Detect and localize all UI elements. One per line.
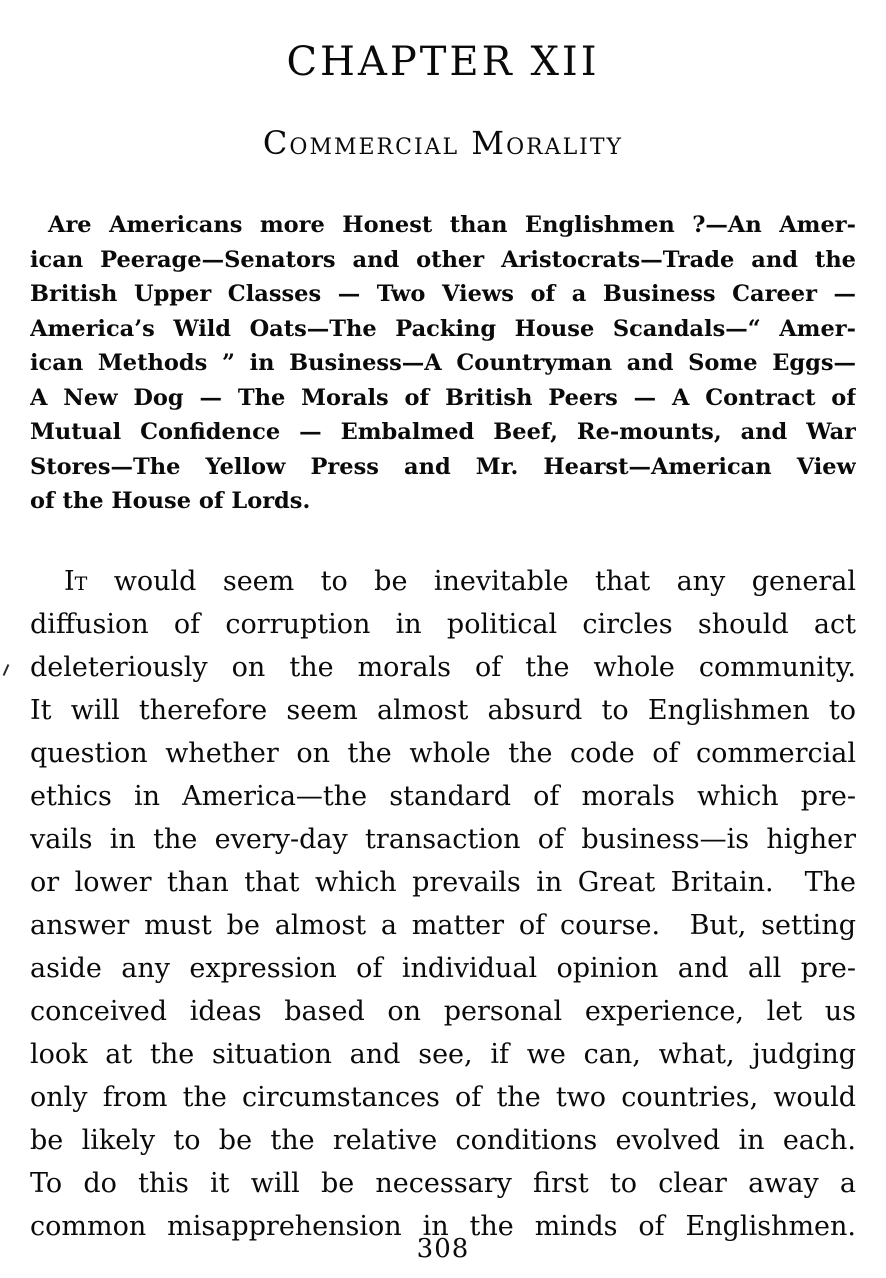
body-line: look at the situation and see, if we can, what, judging — [30, 1038, 856, 1070]
summary-line: America’s Wild Oats—The Packing House Scandals—“ Amer- — [30, 315, 856, 342]
chapter-summary — [30, 208, 856, 519]
body-line: vails in the every-day transaction of business—is higher — [30, 823, 856, 855]
body-line: only from the circumstances of the two countries, would — [30, 1081, 856, 1113]
body-line: conceived ideas based on personal experience, let us — [30, 995, 856, 1027]
summary-line: Stores—The Yellow Press and Mr. Hearst—American View — [30, 453, 856, 480]
lead-word: It — [64, 565, 88, 597]
body-line: diffusion of corruption in political circles should act — [30, 608, 856, 640]
body-line: ethics in America—the standard of morals which pre- — [30, 780, 856, 812]
body-line: It will therefore seem almost absurd to Englishmen to — [30, 694, 856, 726]
page-number: 308 — [416, 1234, 470, 1264]
body-line-text: would seem to be inevitable that any general — [87, 565, 856, 597]
body-line: be likely to be the relative conditions evolved in each. — [30, 1124, 856, 1156]
ink-smudge-mark — [3, 662, 12, 678]
body-line — [30, 560, 856, 603]
body-line: common misapprehension in the minds of Englishmen. — [30, 1210, 856, 1242]
body-line: answer must be almost a matter of course. But, setting — [30, 909, 856, 941]
summary-line: British Upper Classes — Two Views of a Business Career — — [30, 281, 856, 307]
body-paragraph — [30, 560, 856, 1248]
summary-line: Are Americans more Honest than Englishmen ?—An Amer- — [48, 212, 856, 238]
summary-line: of the House of Lords. — [30, 488, 311, 514]
summary-line: ican Peerage—Senators and other Aristocrats—Trade and the — [30, 246, 856, 273]
body-line: or lower than that which prevails in Great Britain. The — [30, 866, 856, 898]
summary-line: A New Dog — The Morals of British Peers — A Contract of — [30, 384, 856, 411]
body-line: deleteriously on the morals of the whole community. — [30, 651, 856, 683]
body-line: To do this it will be necessary first to clear away a — [30, 1167, 856, 1199]
summary-line: ican Methods ” in Business—A Countryman and Some Eggs— — [30, 350, 856, 376]
chapter-heading: CHAPTER XII — [286, 39, 600, 85]
body-line: question whether on the whole the code of commercial — [30, 737, 856, 769]
section-title: Commercial Morality — [262, 124, 624, 162]
body-line: aside any expression of individual opinion and all pre- — [30, 952, 856, 984]
summary-line: Mutual Confidence — Embalmed Beef, Re-mounts, and War — [30, 419, 856, 445]
